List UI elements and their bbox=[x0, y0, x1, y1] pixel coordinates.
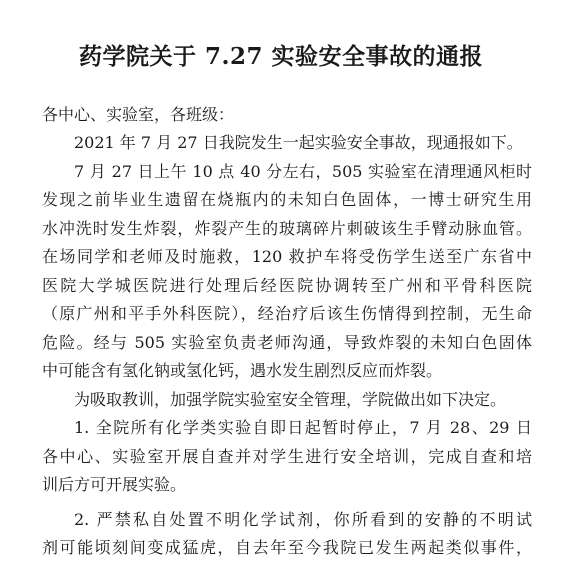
paragraph-line: 危险。经与 505 实验室负责老师沟通，导致炸裂的未知白色固体 bbox=[42, 332, 532, 352]
paragraph-line: 各中心、实验室开展自查并对学生进行安全培训，完成自查和培 bbox=[42, 446, 532, 466]
paragraph-line: 2021 年 7 月 27 日我院发生一起实验安全事故，现通报如下。 bbox=[74, 133, 523, 152]
paragraph-line: 1. 全院所有化学类实验自即日起暂时停止，7 月 28、29 日 bbox=[74, 418, 532, 437]
paragraph-line: 水冲洗时发生炸裂，炸裂产生的玻璃碎片刺破该生手臂动脉血管。 bbox=[42, 218, 532, 238]
paragraph-line: 医院大学城医院进行处理后经医院协调转至广州和平骨科医院 bbox=[42, 275, 532, 295]
paragraph-line: 7 月 27 日上午 10 点 40 分左右，505 实验室在清理通风柜时 bbox=[74, 161, 532, 181]
paragraph-line: 为吸取教训，加强学院实验室安全管理，学院做出如下决定。 bbox=[74, 389, 507, 409]
document-title: 药学院关于 7.27 实验安全事故的通报 bbox=[78, 43, 484, 70]
paragraph-line: 训后方可开展实验。 bbox=[42, 475, 187, 494]
paragraph-line: （原广州和平手外科医院），经治疗后该生伤情得到控制，无生命 bbox=[42, 304, 532, 323]
document-body bbox=[42, 129, 532, 563]
paragraph-line: 发现之前毕业生遗留在烧瓶内的未知白色固体，一博士研究生用 bbox=[42, 190, 532, 209]
salutation: 各中心、实验室，各班级： bbox=[42, 105, 235, 124]
paragraph-line: 在场同学和老师及时施救，120 救护车将受伤学生送至广东省中 bbox=[42, 247, 532, 266]
paragraph-line: 中可能含有氢化钠或氢化钙，遇水发生剧烈反应而炸裂。 bbox=[42, 361, 443, 380]
paragraph-line: 剂可能顷刻间变成猛虎，自去年至今我院已发生两起类似事件， bbox=[42, 538, 532, 557]
paragraph-line: 2. 严禁私自处置不明化学试剂，你所看到的安静的不明试 bbox=[74, 509, 532, 529]
